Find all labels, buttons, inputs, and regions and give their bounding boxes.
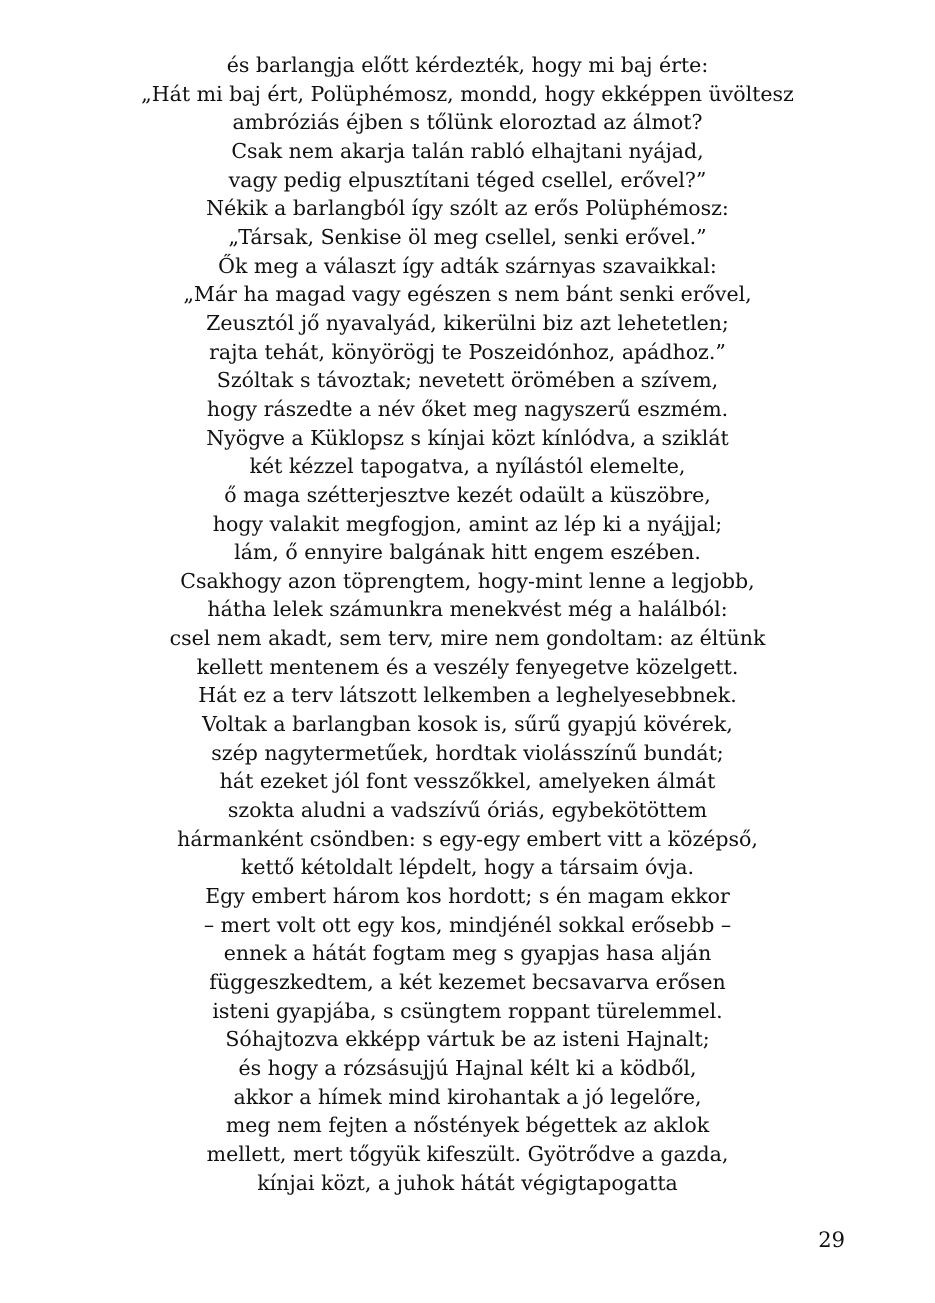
- poem-line: Egy embert három kos hordott; s én magam ekkor: [205, 884, 730, 909]
- poem-line: – mert volt ott egy kos, mindjénél sokkal erősebb –: [203, 912, 732, 937]
- poem-line: Voltak a barlangban kosok is, sűrű gyapjú kövérek,: [202, 712, 733, 737]
- poem-text: [0, 51, 935, 1197]
- poem-line: akkor a hímek mind kirohantak a jó legelőre,: [233, 1084, 702, 1109]
- poem-line: és hogy a rózsásujjú Hajnal kélt ki a ködből,: [238, 1055, 697, 1080]
- poem-line: és barlangja előtt kérdezték, hogy mi baj érte:: [226, 53, 709, 77]
- poem-line: két kézzel tapogatva, a nyílástól elemelte,: [249, 454, 686, 479]
- poem-line: isteni gyapjába, s csüngtem roppant türelemmel.: [212, 998, 723, 1023]
- poem-line: Nyögve a Küklopsz s kínjai közt kínlódva, a sziklát: [206, 425, 729, 450]
- poem-line: hát ezeket jól font vesszőkkel, amelyeken álmát: [219, 769, 716, 794]
- poem-line: vagy pedig elpusztítani téged csellel, erővel?”: [228, 167, 707, 192]
- poem-line: hármanként csöndben: s egy-egy embert vitt a középső,: [177, 826, 758, 851]
- poem-line: „Már ha magad vagy egészen s nem bánt senki erővel,: [183, 282, 752, 307]
- poem-line: kellett mentenem és a veszély fenyegetve közelgett.: [196, 654, 739, 679]
- poem-line: Szóltak s távoztak; nevetett örömében a szívem,: [216, 368, 719, 393]
- page-number: 29: [818, 1228, 845, 1252]
- poem-line: mellett, mert tőgyük kifeszült. Gyötrődve a gazda,: [206, 1141, 729, 1166]
- poem-line: Csakhogy azon töprengtem, hogy-mint lenne a legjobb,: [180, 568, 755, 593]
- poem-line: Nékik a barlangból így szólt az erős Polüphémosz:: [206, 196, 729, 221]
- poem-line: Ők meg a választ így adták szárnyas szavaikkal:: [218, 253, 717, 278]
- poem-line: Csak nem akarja talán rabló elhajtani nyájad,: [231, 138, 704, 163]
- poem-line: hogy valakit megfogjon, amint az lép ki a nyájjal;: [212, 511, 723, 536]
- poem-line: rajta tehát, könyörögj te Poszeidónhoz, apádhoz.”: [209, 339, 726, 364]
- poem-line: Sóhajtozva ekképp vártuk be az isteni Hajnalt;: [225, 1027, 710, 1052]
- poem-line: szokta aludni a vadszívű óriás, egybekötöttem: [227, 798, 708, 823]
- poem-line: hogy rászedte a név őket meg nagyszerű eszmém.: [206, 396, 729, 421]
- poem-line: ambróziás éjben s tőlünk eloroztad az álmot?: [232, 110, 703, 135]
- poem-line: Zeusztól jő nyavalyád, kikerülni biz azt lehetetlen;: [206, 310, 729, 335]
- poem-line: lám, ő ennyire balgának hitt engem eszében.: [234, 540, 701, 565]
- poem-line: kettő kétoldalt lépdelt, hogy a társaim óvja.: [240, 855, 695, 880]
- poem-line: „Hát mi baj ért, Polüphémosz, mondd, hogy ekképpen üvöltesz: [141, 81, 794, 106]
- poem-line: „Társak, Senkise öl meg csellel, senki erővel.”: [228, 224, 707, 249]
- poem-line: kínjai közt, a juhok hátát végigtapogatta: [257, 1170, 678, 1195]
- poem-line: ennek a hátát fogtam meg s gyapjas hasa alján: [223, 941, 712, 966]
- poem-line: szép nagytermetűek, hordtak violásszínű bundát;: [211, 740, 724, 765]
- poem-line: függeszkedtem, a két kezemet becsavarva erősen: [209, 970, 726, 994]
- poem-line: Hát ez a terv látszott lelkemben a leghelyesebbnek.: [198, 683, 737, 708]
- poem-line: hátha lelek számunkra menekvést még a halálból:: [207, 597, 728, 622]
- poem-line: meg nem fejten a nőstények bégettek az aklok: [225, 1113, 710, 1138]
- poem-line: csel nem akadt, sem terv, mire nem gondoltam: az éltünk: [169, 626, 766, 651]
- poem-line: ő maga szétterjesztve kezét odaült a küszöbre,: [224, 482, 711, 507]
